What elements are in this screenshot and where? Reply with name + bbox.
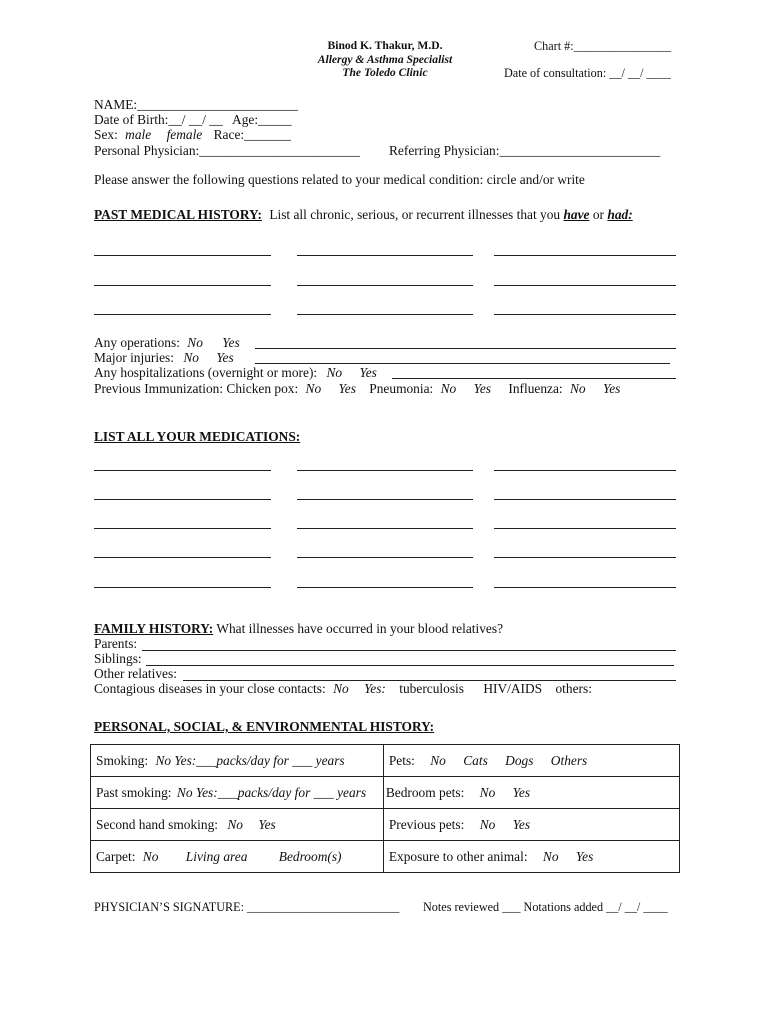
instructions: Please answer the following questions related to your medical condition: circle and/or write — [94, 172, 585, 187]
pets-others[interactable]: Others — [550, 752, 588, 768]
pets-cats[interactable]: Cats — [463, 752, 488, 768]
medication-line[interactable] — [94, 557, 271, 558]
medication-line[interactable] — [494, 587, 676, 588]
social-heading: PERSONAL, SOCIAL, & ENVIRONMENTAL HISTORY: — [94, 719, 435, 734]
immunization-label: Previous Immunization: Chicken pox: — [94, 381, 299, 396]
past-smoking-options[interactable]: No Yes:___packs/day for ___ years — [176, 784, 367, 800]
second-hand-yes[interactable]: Yes — [258, 816, 276, 832]
pneumonia-no[interactable]: No — [440, 381, 457, 396]
medication-line[interactable] — [297, 587, 473, 588]
carpet-living-area[interactable]: Living area — [185, 848, 248, 864]
illness-line[interactable] — [297, 285, 473, 286]
contagious-no[interactable]: No — [333, 681, 349, 696]
have-word: have — [563, 207, 590, 222]
personal-physician-field[interactable]: Personal Physician:________________________ — [94, 143, 360, 158]
referring-physician-field[interactable]: Referring Physician:________________________ — [389, 143, 661, 158]
previous-pets-label: Previous pets: — [388, 816, 465, 832]
dob-label: Date of Birth:__/ __/ __ — [94, 112, 223, 127]
others-option[interactable]: others: — [555, 681, 592, 696]
medication-line[interactable] — [94, 587, 271, 588]
medication-line[interactable] — [297, 557, 473, 558]
second-hand-cell[interactable] — [91, 809, 384, 841]
hospitalizations-yes[interactable]: Yes — [359, 365, 377, 380]
injuries-row — [94, 350, 234, 366]
medications-heading: LIST ALL YOUR MEDICATIONS: — [94, 429, 301, 444]
table-row — [91, 745, 680, 777]
past-history-heading-row — [94, 207, 633, 223]
siblings-label: Siblings: — [94, 651, 142, 666]
carpet-bedroom[interactable]: Bedroom(s) — [278, 848, 342, 864]
race-field[interactable]: Race:_______ — [213, 127, 291, 142]
exposure-yes[interactable]: Yes — [575, 848, 594, 864]
table-row — [91, 777, 680, 809]
operations-line[interactable] — [255, 348, 676, 349]
medication-line[interactable] — [94, 499, 271, 500]
name-field[interactable]: NAME:________________________ — [94, 97, 298, 112]
smoking-label: Smoking: — [96, 752, 149, 768]
bedroom-pets-label: Bedroom pets: — [385, 784, 465, 800]
influenza-no[interactable]: No — [570, 381, 586, 396]
hospitalizations-label: Any hospitalizations (overnight or more): — [94, 365, 318, 380]
injuries-no[interactable]: No — [183, 350, 199, 365]
past-history-heading: PAST MEDICAL HISTORY: — [94, 207, 262, 222]
family-heading: FAMILY HISTORY: — [94, 621, 214, 636]
bedroom-pets-yes[interactable]: Yes — [512, 784, 531, 800]
influenza-yes[interactable]: Yes — [603, 381, 621, 396]
second-hand-no[interactable]: No — [227, 816, 243, 832]
illness-line[interactable] — [94, 255, 271, 256]
injuries-line[interactable] — [255, 363, 670, 364]
illness-line[interactable] — [297, 255, 473, 256]
illness-line[interactable] — [297, 314, 473, 315]
contagious-label: Contagious diseases in your close contacts: — [94, 681, 326, 696]
medication-line[interactable] — [297, 470, 473, 471]
family-question: What illnesses have occurred in your blood relatives? — [216, 621, 504, 636]
second-hand-label: Second hand smoking: — [96, 816, 218, 832]
contagious-yes[interactable]: Yes: — [364, 681, 386, 696]
table-row — [91, 841, 680, 873]
previous-pets-cell[interactable] — [383, 809, 679, 841]
operations-row — [94, 335, 240, 351]
bedroom-pets-no[interactable]: No — [479, 784, 496, 800]
medication-line[interactable] — [297, 528, 473, 529]
medication-line[interactable] — [297, 499, 473, 500]
past-smoking-label: Past smoking: — [96, 784, 172, 800]
consultation-date-field[interactable]: Date of consultation: __/ __/ ____ — [504, 66, 671, 80]
medication-line[interactable] — [94, 470, 271, 471]
siblings-line[interactable] — [146, 665, 674, 666]
illness-line[interactable] — [494, 285, 676, 286]
social-history-table — [90, 744, 680, 873]
notes-reviewed-field[interactable]: Notes reviewed ___ Notations added __/ __/ ____ — [423, 900, 668, 914]
medication-line[interactable] — [494, 557, 676, 558]
hiv-option[interactable]: HIV/AIDS — [483, 681, 543, 696]
contagious-row — [94, 681, 592, 697]
immunization-row — [94, 381, 620, 397]
chicken-pox-no[interactable]: No — [305, 381, 322, 396]
parents-label: Parents: — [94, 636, 138, 651]
doctor-name: Binod K. Thakur, M.D. — [327, 39, 443, 52]
sex-female-option[interactable]: female — [166, 127, 203, 142]
age-field[interactable]: Age:_____ — [232, 112, 292, 127]
pneumonia-yes[interactable]: Yes — [473, 381, 491, 396]
chicken-pox-yes[interactable]: Yes — [338, 381, 356, 396]
had-word: had: — [607, 207, 633, 222]
operations-label: Any operations: — [94, 335, 180, 350]
clinic-name: The Toledo Clinic — [342, 66, 428, 79]
sex-male-option[interactable]: male — [125, 127, 152, 142]
or-word: or — [592, 207, 605, 222]
previous-pets-yes[interactable]: Yes — [512, 816, 531, 832]
illness-line[interactable] — [494, 314, 676, 315]
carpet-no[interactable]: No — [142, 848, 159, 864]
operations-no[interactable]: No — [187, 335, 203, 350]
pets-no[interactable]: No — [430, 752, 446, 768]
injuries-label: Major injuries: — [94, 350, 174, 365]
hospitalizations-no[interactable]: No — [326, 365, 343, 380]
exposure-label: Exposure to other animal: — [388, 848, 528, 864]
dob-field[interactable] — [94, 112, 292, 128]
sex-label: Sex: — [94, 127, 118, 142]
exposure-no[interactable]: No — [542, 848, 559, 864]
medication-line[interactable] — [494, 528, 676, 529]
hospitalizations-row — [94, 365, 377, 381]
illness-line[interactable] — [94, 314, 271, 315]
carpet-label: Carpet: — [96, 848, 136, 864]
medication-line[interactable] — [494, 470, 676, 471]
chart-number-field[interactable]: Chart #:________________ — [534, 39, 672, 53]
past-history-text: List all chronic, serious, or recurrent illnesses that you — [269, 207, 561, 222]
hospitalizations-line[interactable] — [392, 378, 676, 379]
tuberculosis-option[interactable]: tuberculosis — [399, 681, 464, 696]
previous-pets-no[interactable]: No — [479, 816, 496, 832]
pets-cell[interactable] — [383, 745, 679, 777]
pets-label: Pets: — [388, 752, 415, 768]
past-smoking-cell[interactable] — [91, 777, 384, 809]
influenza-label: Influenza: — [508, 381, 563, 396]
smoking-options[interactable]: No Yes:___packs/day for ___ years — [155, 752, 345, 768]
family-heading-row — [94, 621, 503, 637]
other-relatives-label: Other relatives: — [94, 666, 177, 681]
medication-line[interactable] — [94, 528, 271, 529]
bedroom-pets-cell[interactable] — [383, 777, 679, 809]
medication-line[interactable] — [494, 499, 676, 500]
injuries-yes[interactable]: Yes — [216, 350, 234, 365]
sex-row — [94, 127, 291, 143]
parents-line[interactable] — [142, 650, 676, 651]
table-row — [91, 809, 680, 841]
illness-line[interactable] — [94, 285, 271, 286]
pets-dogs[interactable]: Dogs — [505, 752, 534, 768]
smoking-cell[interactable] — [91, 745, 384, 777]
doctor-specialty: Allergy & Asthma Specialist — [317, 53, 453, 66]
operations-yes[interactable]: Yes — [222, 335, 240, 350]
illness-line[interactable] — [494, 255, 676, 256]
pneumonia-label: Pneumonia: — [369, 381, 434, 396]
carpet-cell[interactable] — [91, 841, 384, 873]
exposure-cell[interactable] — [383, 841, 679, 873]
physician-signature-field[interactable]: PHYSICIAN’S SIGNATURE: _________________________ — [94, 900, 400, 914]
